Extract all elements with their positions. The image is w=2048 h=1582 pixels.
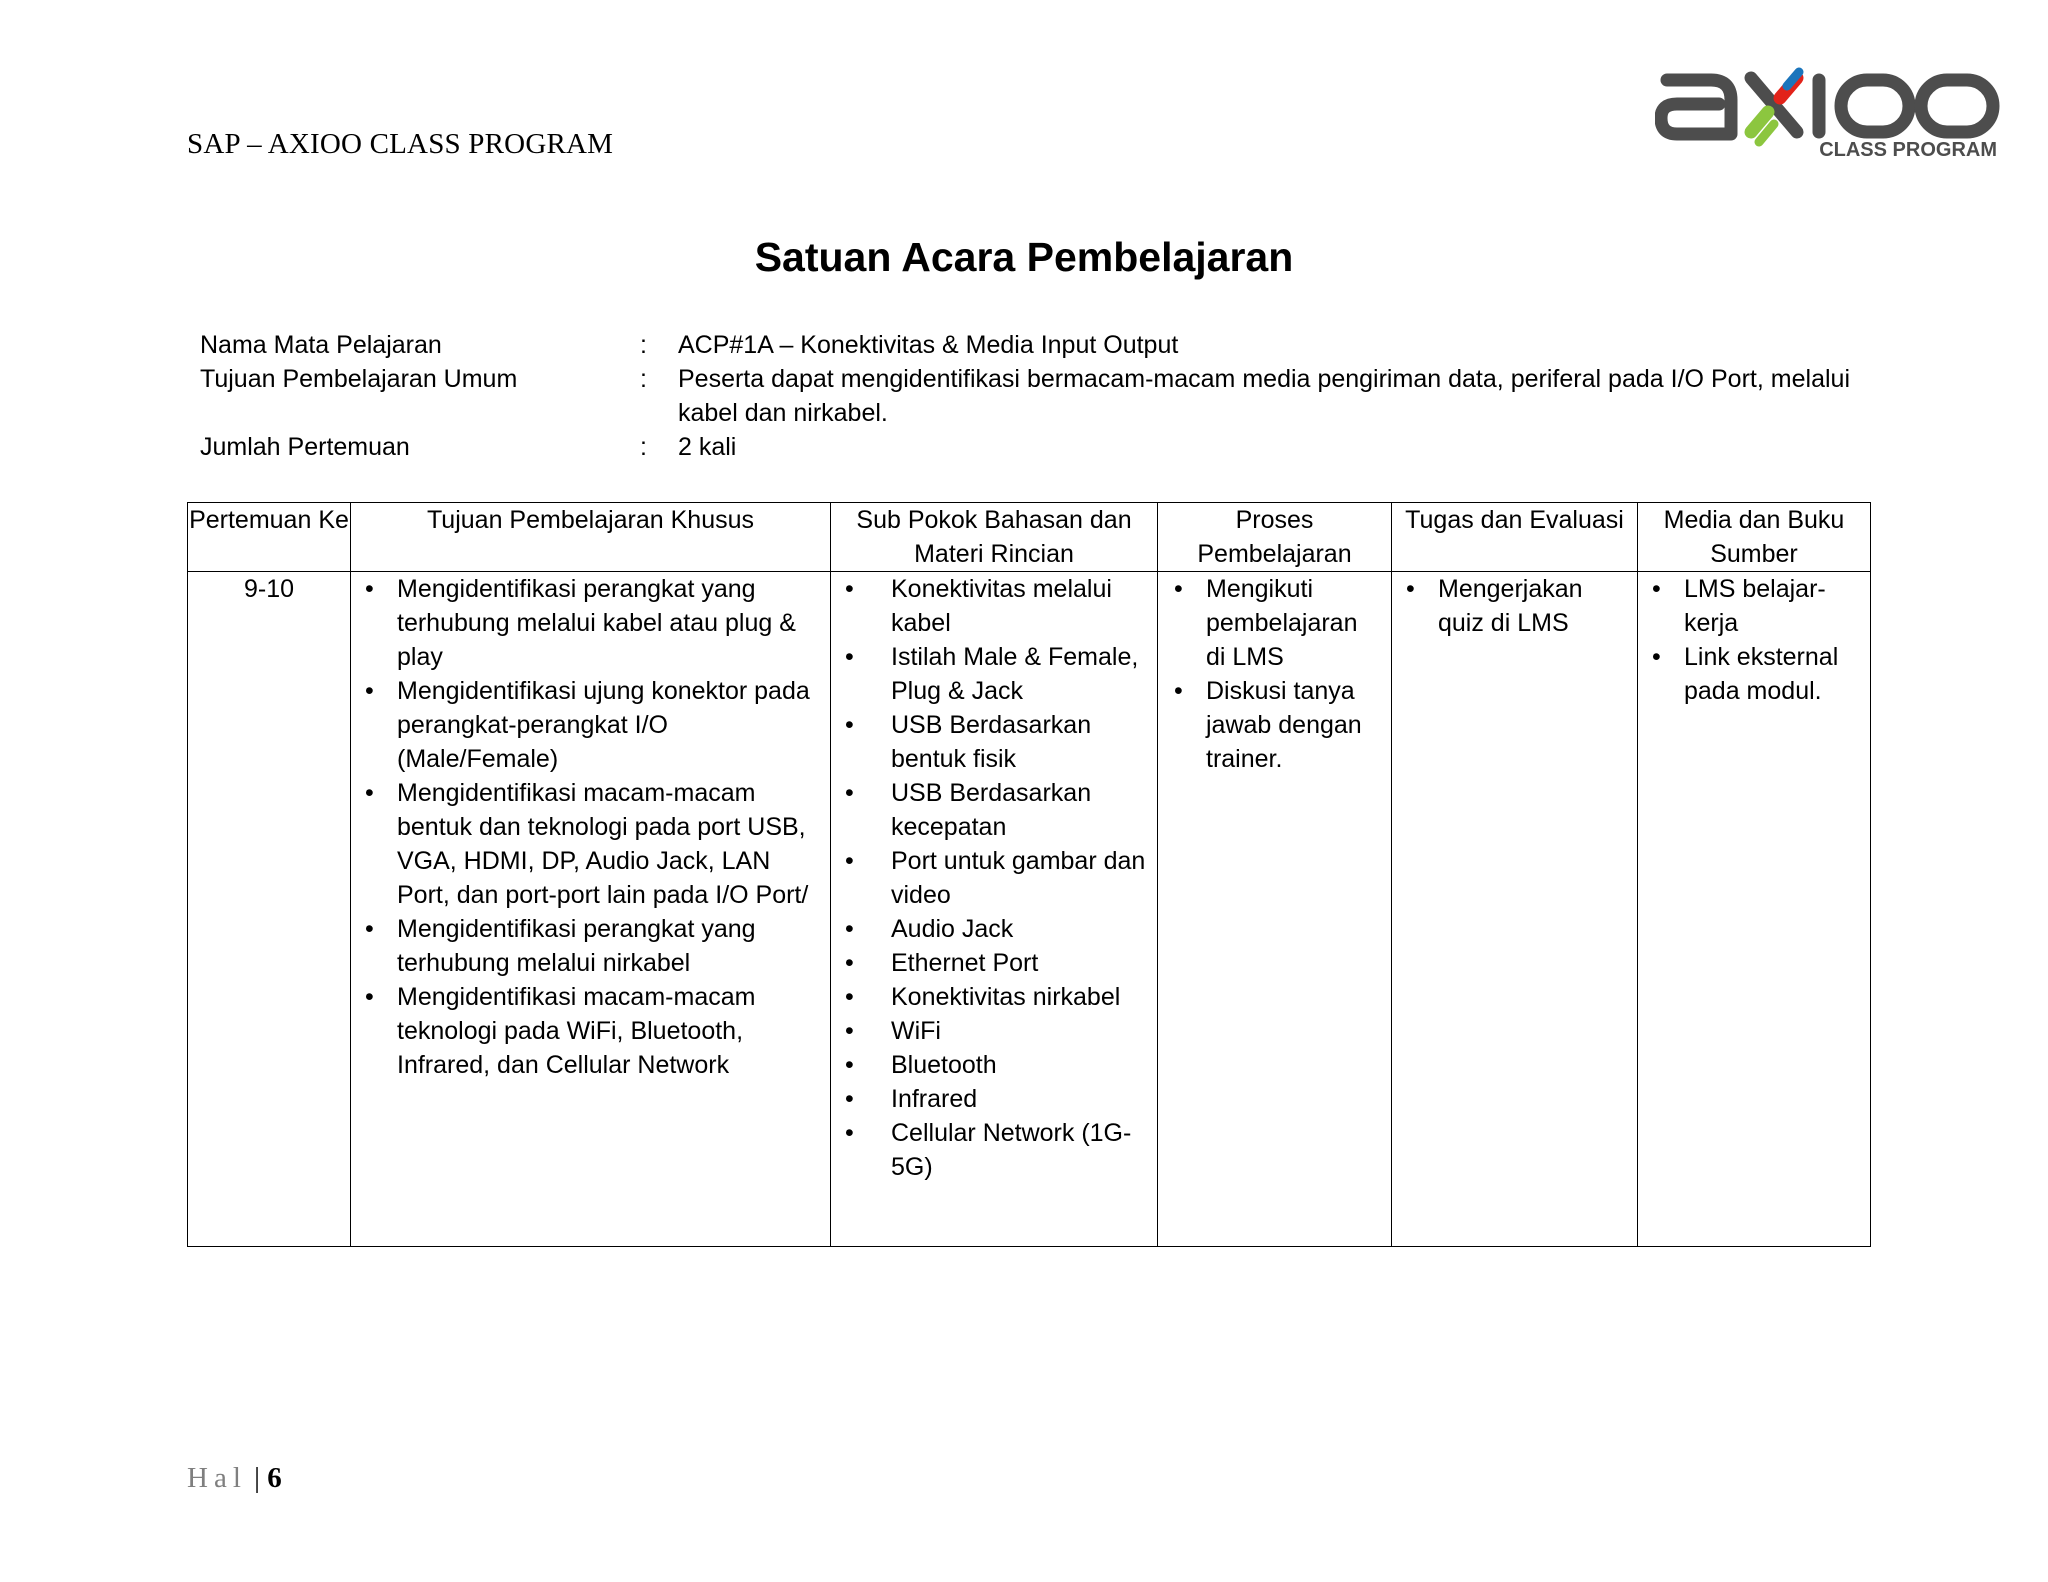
material-list-item (845, 1082, 1147, 1116)
lesson-plan-table (187, 502, 1871, 1247)
bullet-icon: • (1652, 643, 1661, 671)
material-list (831, 572, 1157, 1184)
material-list-item-text: USB Berdasarkan kecepatan (891, 779, 1092, 841)
goal-list-item-text: Mengidentifikasi perangkat yang terhubung melalui nirkabel (397, 915, 756, 977)
goal-list-item (365, 776, 818, 912)
course-info-row-meetings (200, 430, 1850, 464)
header-material: Sub Pokok Bahasan dan Materi Rincian (831, 503, 1158, 572)
material-list-item (845, 912, 1147, 946)
page-number: 6 (267, 1462, 282, 1494)
bullet-icon: • (845, 779, 854, 807)
material-list-item (845, 776, 1147, 844)
document-title: Satuan Acara Pembelajaran (754, 234, 1294, 280)
bullet-icon: • (845, 915, 854, 943)
bullet-icon: • (1652, 575, 1661, 603)
bullet-icon: • (365, 677, 374, 705)
cell-specific-goals (351, 572, 831, 1247)
goal-list-item (365, 980, 818, 1082)
header-learning-process: Proses Pembelajaran (1158, 503, 1392, 572)
header-media: Media dan Buku Sumber (1638, 503, 1871, 572)
process-list-item (1174, 674, 1381, 776)
header-meeting: Pertemuan Ke (188, 503, 351, 572)
assignment-list-item-text: Mengerjakan quiz di LMS (1438, 575, 1583, 637)
general-goal-label: Tujuan Pembelajaran Umum (200, 365, 518, 393)
bullet-icon: • (845, 575, 854, 603)
course-name-value: ACP#1A – Konektivitas & Media Input Output (678, 331, 1179, 359)
goal-list-item (365, 674, 818, 776)
material-list-item-text: Port untuk gambar dan video (891, 847, 1146, 909)
page-footer (187, 1462, 282, 1495)
bullet-icon: • (845, 847, 854, 875)
bullet-icon: • (1174, 575, 1183, 603)
bullet-icon: • (845, 1085, 854, 1113)
footer-hal-label: Hal (187, 1462, 247, 1494)
bullet-icon: • (365, 575, 374, 603)
cell-assignment (1392, 572, 1638, 1247)
cell-material (831, 572, 1158, 1247)
material-list-item (845, 1014, 1147, 1048)
goal-list-item-text: Mengidentifikasi macam-macam bentuk dan teknologi pada port USB, VGA, HDMI, DP, Audio Jack, LAN Port, dan port-port lain pada I/O Port/ (397, 779, 809, 909)
specific-goals-list (351, 572, 830, 1082)
cell-media (1638, 572, 1871, 1247)
bullet-icon: • (365, 915, 374, 943)
general-goal-value: Peserta dapat mengidentifikasi bermacam-macam media pengiriman data, periferal pada I/O Port, melalui kabel dan nirkabel. (678, 365, 1850, 427)
material-list-item-text: Audio Jack (891, 915, 1014, 943)
goal-list-item-text: Mengidentifikasi ujung konektor pada perangkat-perangkat I/O (Male/Female) (397, 677, 810, 773)
axioo-logo-graphic (1655, 66, 2000, 164)
course-info-row-name (200, 328, 1850, 362)
material-list-item (845, 640, 1147, 708)
process-list-item (1174, 572, 1381, 674)
bullet-icon: • (845, 643, 854, 671)
process-list-item-text: Mengikuti pembelajaran di LMS (1206, 575, 1358, 671)
meeting-count-label: Jumlah Pertemuan (200, 433, 410, 461)
header-title: SAP – AXIOO CLASS PROGRAM (187, 128, 614, 160)
table-header-row (188, 503, 1871, 572)
footer-separator: | (254, 1462, 260, 1494)
media-list (1638, 572, 1870, 708)
material-list-item (845, 1048, 1147, 1082)
assignment-list (1392, 572, 1637, 640)
bullet-icon: • (365, 779, 374, 807)
bullet-icon: • (845, 983, 854, 1011)
goal-list-item-text: Mengidentifikasi perangkat yang terhubung melalui kabel atau plug & play (397, 575, 796, 671)
cell-learning-process (1158, 572, 1392, 1247)
course-name-label: Nama Mata Pelajaran (200, 331, 442, 359)
bullet-icon: • (1406, 575, 1415, 603)
goal-list-item (365, 572, 818, 674)
cell-meeting: 9-10 (188, 572, 351, 1247)
course-info (200, 328, 1850, 464)
material-list-item (845, 1116, 1147, 1184)
material-list-item-text: Ethernet Port (891, 949, 1039, 977)
media-list-item (1652, 572, 1860, 640)
header-specific-goals: Tujuan Pembelajaran Khusus (351, 503, 831, 572)
bullet-icon: • (365, 983, 374, 1011)
bullet-icon: • (845, 1119, 854, 1147)
material-list-item (845, 844, 1147, 912)
assignment-list-item (1406, 572, 1627, 640)
process-list (1158, 572, 1391, 776)
material-list-item (845, 980, 1147, 1014)
material-list-item-text: Konektivitas nirkabel (891, 983, 1121, 1011)
bullet-icon: • (845, 711, 854, 739)
meeting-count-value: 2 kali (678, 433, 737, 461)
axioo-logo (1655, 66, 2000, 164)
material-list-item-text: Infrared (891, 1085, 978, 1113)
table-row (188, 572, 1871, 1247)
material-list-item (845, 572, 1147, 640)
course-info-row-goal (200, 362, 1850, 430)
bullet-icon: • (1174, 677, 1183, 705)
material-list-item-text: Bluetooth (891, 1051, 997, 1079)
material-list-item (845, 708, 1147, 776)
bullet-icon: • (845, 949, 854, 977)
media-list-item-text: Link eksternal pada modul. (1684, 643, 1839, 705)
goal-list-item (365, 912, 818, 980)
course-name-colon: : (640, 331, 647, 359)
logo-subtitle: CLASS PROGRAM (1819, 139, 1997, 161)
material-list-item-text: Konektivitas melalui kabel (891, 575, 1112, 637)
header-assignment: Tugas dan Evaluasi (1392, 503, 1638, 572)
material-list-item-text: WiFi (891, 1017, 941, 1045)
material-list-item (845, 946, 1147, 980)
material-list-item-text: Cellular Network (1G-5G) (891, 1119, 1132, 1181)
bullet-icon: • (845, 1051, 854, 1079)
media-list-item (1652, 640, 1860, 708)
material-list-item-text: USB Berdasarkan bentuk fisik (891, 711, 1092, 773)
meeting-count-colon: : (640, 433, 647, 461)
process-list-item-text: Diskusi tanya jawab dengan trainer. (1206, 677, 1362, 773)
goal-list-item-text: Mengidentifikasi macam-macam teknologi pada WiFi, Bluetooth, Infrared, dan Cellular Network (397, 983, 756, 1079)
general-goal-colon: : (640, 365, 647, 393)
bullet-icon: • (845, 1017, 854, 1045)
material-list-item-text: Istilah Male & Female, Plug & Jack (891, 643, 1139, 705)
media-list-item-text: LMS belajar-kerja (1684, 575, 1826, 637)
